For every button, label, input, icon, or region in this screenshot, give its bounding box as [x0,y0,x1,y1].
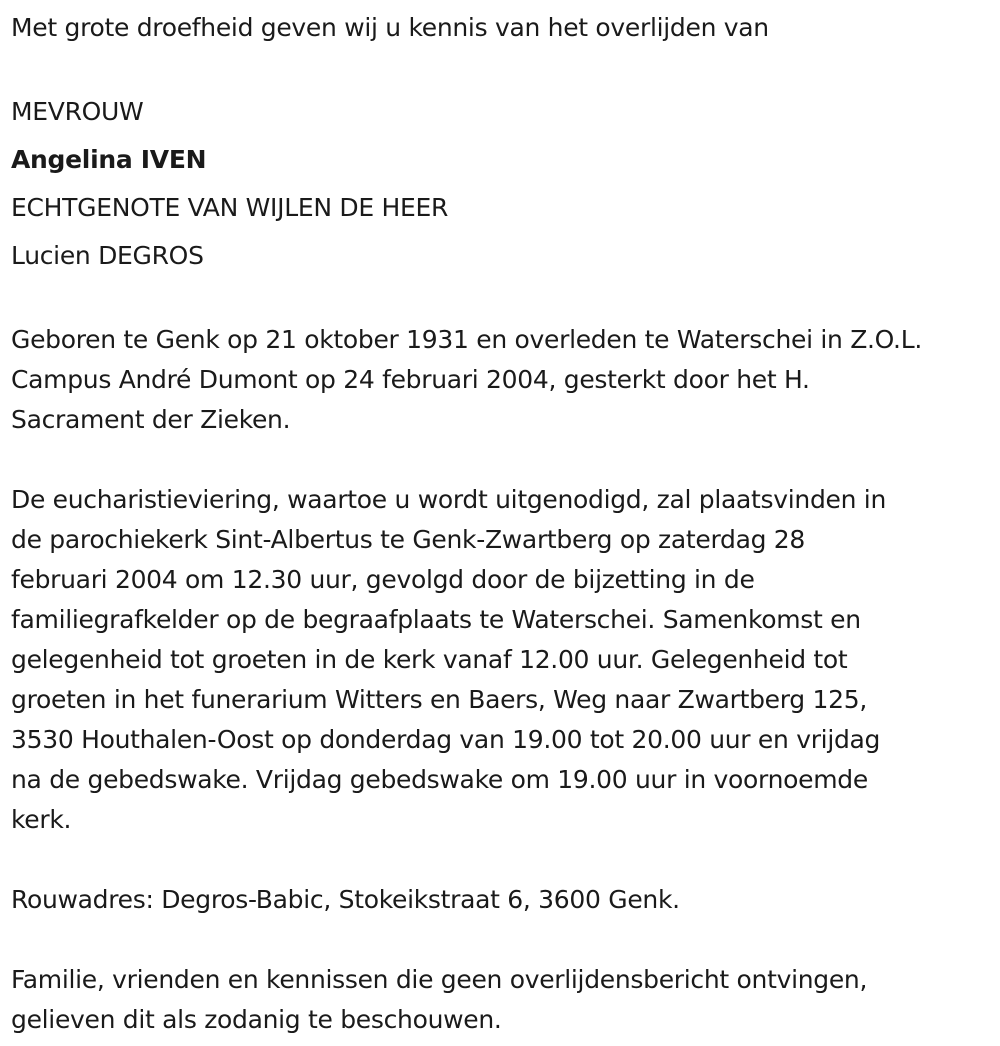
spacer [11,440,991,480]
spacer [11,280,991,320]
spacer [11,920,991,960]
deceased-block [11,88,991,280]
paragraph-line: groeten in het funerarium Witters en Baers, Weg naar Zwartberg 125, [11,685,867,714]
title-prefix: MEVROUW [11,97,144,126]
intro-text: Met grote droefheid geven wij u kennis van het overlijden van [11,13,769,42]
spacer [11,840,991,880]
paragraph-line: februari 2004 om 12.30 uur, gevolgd door de bijzetting in de [11,565,755,594]
paragraph-line: Familie, vrienden en kennissen die geen overlijdensbericht ontvingen, [11,965,868,994]
closing-paragraph [11,960,991,1040]
paragraph-line: familiegrafkelder op de begraafplaats te Waterschei. Samenkomst en [11,605,861,634]
mourning-address: Rouwadres: Degros-Babic, Stokeikstraat 6, 3600 Genk. [11,885,680,914]
ceremony-paragraph [11,480,991,840]
paragraph-line: Geboren te Genk op 21 oktober 1931 en overleden te Waterschei in Z.O.L. [11,325,922,354]
paragraph-line: kerk. [11,805,72,834]
spouse-name: Lucien DEGROS [11,241,204,270]
paragraph-line: 3530 Houthalen-Oost op donderdag van 19.00 tot 20.00 uur en vrijdag [11,725,881,754]
paragraph-line: Campus André Dumont op 24 februari 2004, gesterkt door het H. [11,365,810,394]
spacer [11,48,991,88]
relation-text: ECHTGENOTE VAN WIJLEN DE HEER [11,193,449,222]
paragraph-line: gelieven dit als zodanig te beschouwen. [11,1005,502,1034]
paragraph-line: de parochiekerk Sint-Albertus te Genk-Zwartberg op zaterdag 28 [11,525,806,554]
paragraph-line: De eucharistieviering, waartoe u wordt uitgenodigd, zal plaatsvinden in [11,485,886,514]
birth-paragraph [11,320,991,440]
paragraph-line: Sacrament der Zieken. [11,405,291,434]
deceased-name: Angelina IVEN [11,145,207,174]
paragraph-line: na de gebedswake. Vrijdag gebedswake om 19.00 uur in voornoemde [11,765,868,794]
paragraph-line: gelegenheid tot groeten in de kerk vanaf 12.00 uur. Gelegenheid tot [11,645,848,674]
